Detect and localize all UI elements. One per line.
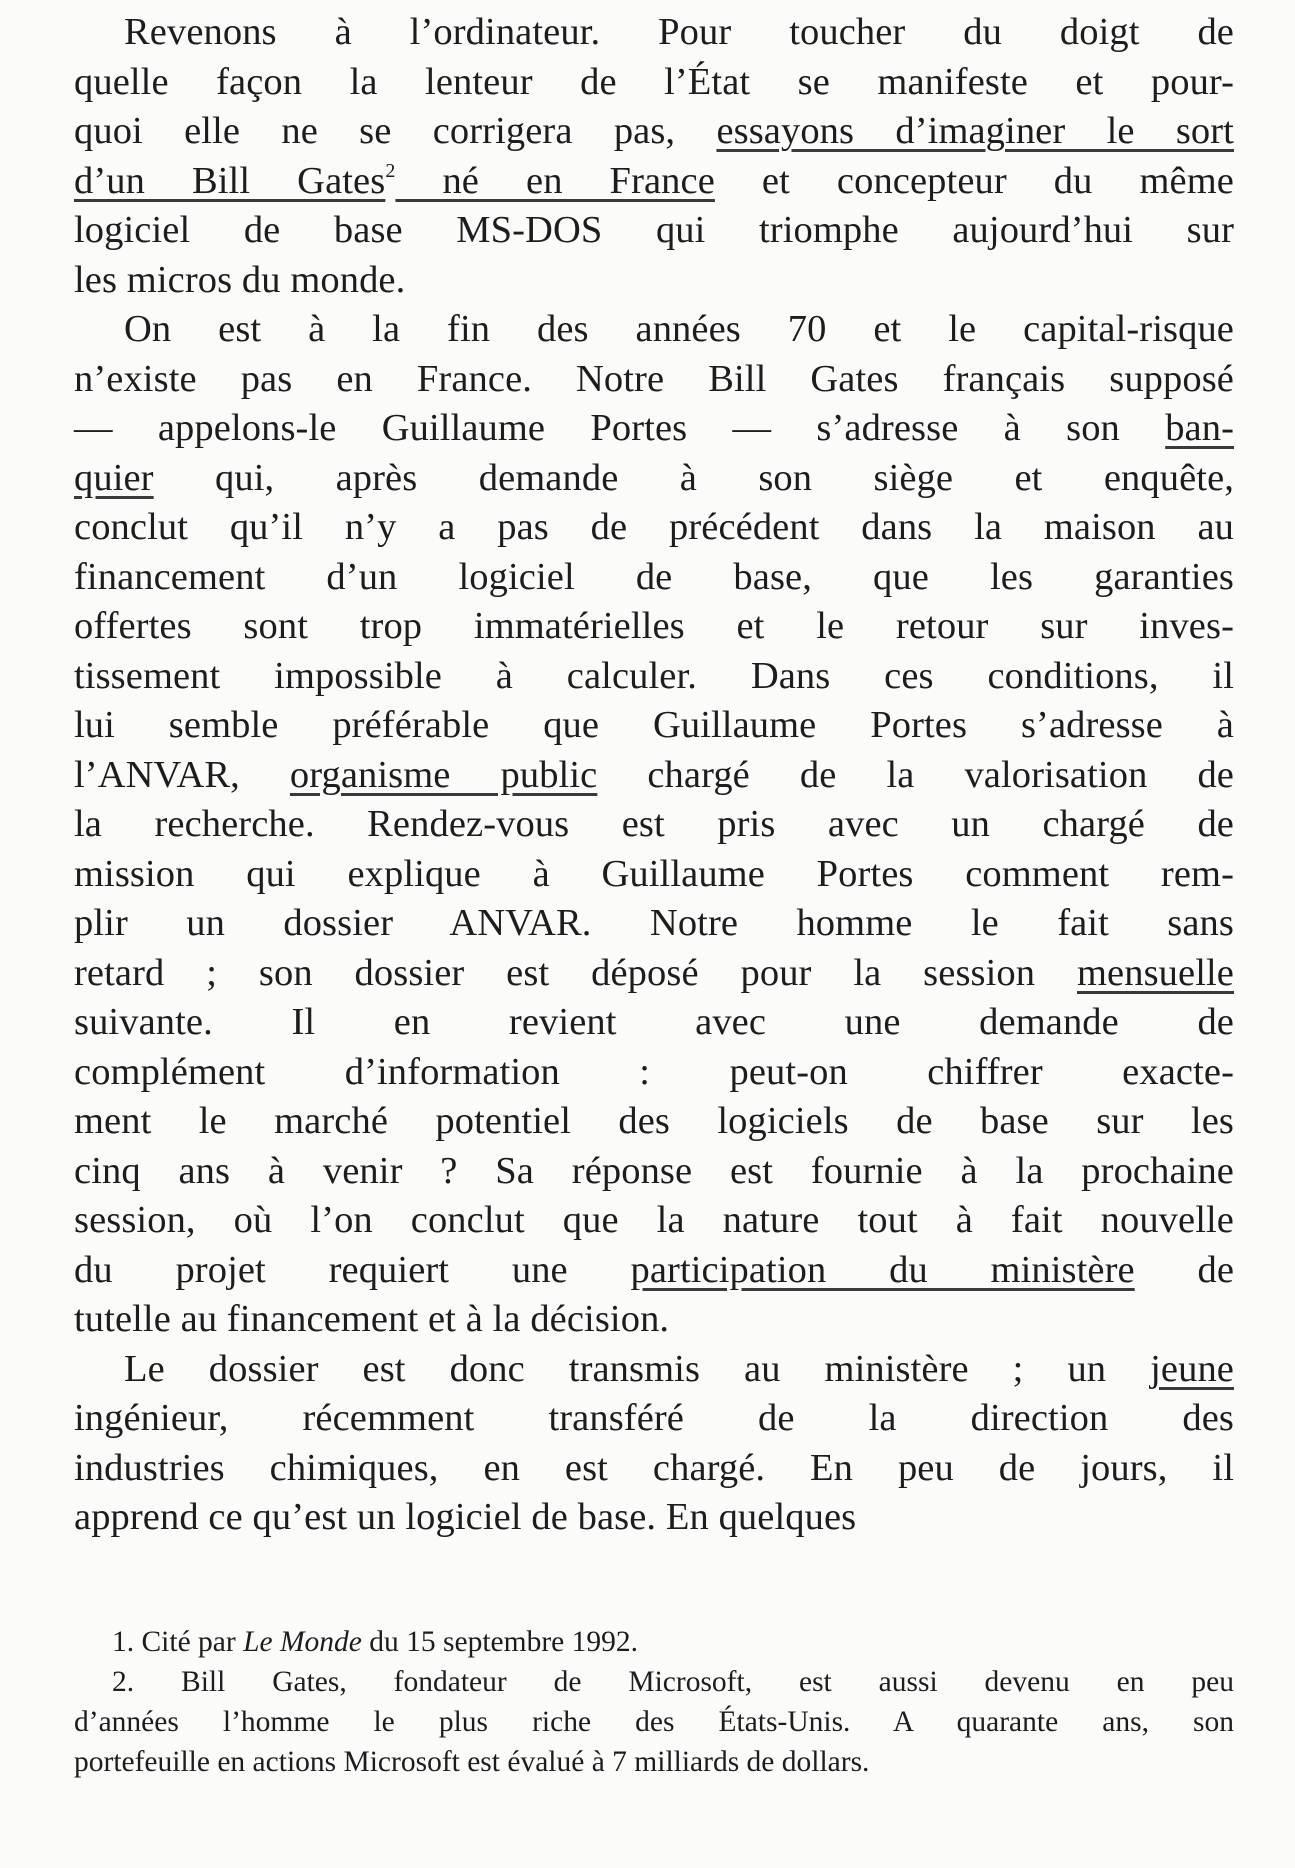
body-line — [74, 949, 1234, 999]
underlined-text: jeune — [1150, 1347, 1234, 1390]
footnote-ref: 2 — [385, 159, 396, 182]
body-line — [74, 58, 1234, 108]
text-run: plir un dossier ANVAR. Notre homme le fait sans — [74, 902, 1234, 944]
text-run: session, où l’on conclut que la nature tout à fait nouvelle — [74, 1199, 1234, 1241]
body-paragraph — [74, 1345, 1234, 1543]
underlined-text: quier — [74, 456, 154, 499]
body-line — [74, 701, 1234, 751]
text-run: la recherche. Rendez-vous est pris avec un chargé de — [74, 803, 1234, 845]
text-run: et concepteur du même — [714, 159, 1234, 202]
footnote-line — [74, 1702, 1234, 1742]
body-line — [74, 157, 1234, 207]
body-line — [74, 404, 1234, 454]
body-line — [74, 1444, 1234, 1494]
footnote-line — [74, 1742, 1234, 1782]
text-run: conclut qu’il n’y a pas de précédent dans la maison au — [74, 506, 1234, 548]
text-run: les micros du monde. — [74, 258, 406, 301]
body-line — [74, 1196, 1234, 1246]
text-run: industries chimiques, en est chargé. En peu de jours, il — [74, 1446, 1234, 1489]
text-run: On est à la fin des années 70 et le capital-risque — [124, 308, 1234, 350]
text-run: ment le marché potentiel des logiciels de base sur les — [74, 1100, 1234, 1142]
text-run: tissement impossible à calculer. Dans ces conditions, il — [74, 654, 1234, 697]
text-run: offertes sont trop immatérielles et le retour sur inves- — [74, 605, 1234, 647]
footnote-line — [74, 1622, 1234, 1662]
body-line — [74, 1394, 1234, 1444]
underlined-text: ban- — [1165, 407, 1234, 449]
body-line — [74, 850, 1234, 900]
body-line — [74, 256, 1234, 306]
body-line — [74, 1295, 1234, 1345]
text-run: ingénieur, récemment transféré de la direction des — [74, 1397, 1234, 1439]
text-run: — appelons-le Guillaume Portes — s’adresse à son — [74, 407, 1166, 449]
body-line — [74, 602, 1234, 652]
text-run: qui, après demande à son siège et enquête, — [153, 456, 1234, 499]
footnote-paragraph — [74, 1662, 1234, 1782]
text-run: Revenons à l’ordinateur. Pour toucher du doigt de — [124, 11, 1234, 53]
body-line — [74, 107, 1234, 157]
underlined-text: organisme public — [289, 753, 598, 796]
text-run: l’ANVAR, — [74, 753, 290, 796]
text-run: complément d’information : peut-on chiffrer exacte- — [74, 1050, 1234, 1093]
body-line — [74, 454, 1234, 504]
text-run: d’années l’homme le plus riche des États-Unis. A quarante ans, son — [74, 1706, 1234, 1738]
text-run: de — [1134, 1248, 1235, 1291]
text-run: logiciel de base MS-DOS qui triomphe aujourd’hui sur — [74, 209, 1234, 251]
text-run: quelle façon la lenteur de l’État se manifeste et pour- — [74, 60, 1234, 103]
text-run: portefeuille en actions Microsoft est évalué à 7 milliards de dollars. — [74, 1746, 870, 1778]
underlined-text: participation du ministère — [630, 1248, 1135, 1291]
underlined-text: né en France — [395, 159, 715, 202]
body-line — [74, 751, 1234, 801]
body-line — [74, 1345, 1234, 1395]
body-line — [74, 1246, 1234, 1296]
body-line — [74, 1048, 1234, 1098]
underlined-text: d’un Bill Gates — [74, 159, 386, 202]
text-run: 2. Bill Gates, fondateur de Microsoft, est aussi devenu en peu — [112, 1666, 1234, 1698]
main-text — [74, 8, 1234, 1543]
text-run: du projet requiert une — [74, 1248, 631, 1291]
body-line — [74, 206, 1234, 256]
body-line — [74, 355, 1234, 405]
body-line — [74, 8, 1234, 58]
text-run: tutelle au financement et à la décision. — [74, 1298, 670, 1340]
body-line — [74, 652, 1234, 702]
text-run: lui semble préférable que Guillaume Portes s’adresse à — [74, 704, 1234, 746]
text-run: suivante. Il en revient avec une demande de — [74, 1001, 1234, 1043]
text-run: chargé de la valorisation de — [597, 753, 1234, 796]
text-run: apprend ce qu’est un logiciel de base. En quelques — [74, 1496, 857, 1538]
footnotes — [74, 1622, 1234, 1782]
body-line — [74, 503, 1234, 553]
body-line — [74, 305, 1234, 355]
body-line — [74, 1493, 1234, 1543]
body-line — [74, 998, 1234, 1048]
text-run: mission qui explique à Guillaume Portes comment rem- — [74, 852, 1234, 895]
footnote-line — [74, 1662, 1234, 1702]
body-line — [74, 1147, 1234, 1197]
text-run: 1. Cité par — [112, 1626, 244, 1658]
text-run: retard ; son dossier est déposé pour la session — [74, 951, 1077, 994]
body-line — [74, 1097, 1234, 1147]
text-run: financement d’un logiciel de base, que les garanties — [74, 555, 1234, 598]
text-run: Le Monde — [243, 1626, 362, 1658]
underlined-text: essayons d’imaginer le sort — [716, 110, 1234, 152]
text-run: n’existe pas en France. Notre Bill Gates français supposé — [74, 357, 1234, 400]
footnote-paragraph — [74, 1622, 1234, 1662]
body-line — [74, 553, 1234, 603]
body-paragraph — [74, 8, 1234, 305]
body-line — [74, 800, 1234, 850]
body-line — [74, 899, 1234, 949]
text-run: cinq ans à venir ? Sa réponse est fournie à la prochaine — [74, 1149, 1234, 1192]
text-run: quoi elle ne se corrigera pas, — [74, 110, 717, 152]
text-run: du 15 septembre 1992. — [361, 1626, 638, 1658]
text-run: Le dossier est donc transmis au ministère ; un — [124, 1347, 1151, 1390]
underlined-text: mensuelle — [1077, 951, 1234, 994]
body-paragraph — [74, 305, 1234, 1345]
